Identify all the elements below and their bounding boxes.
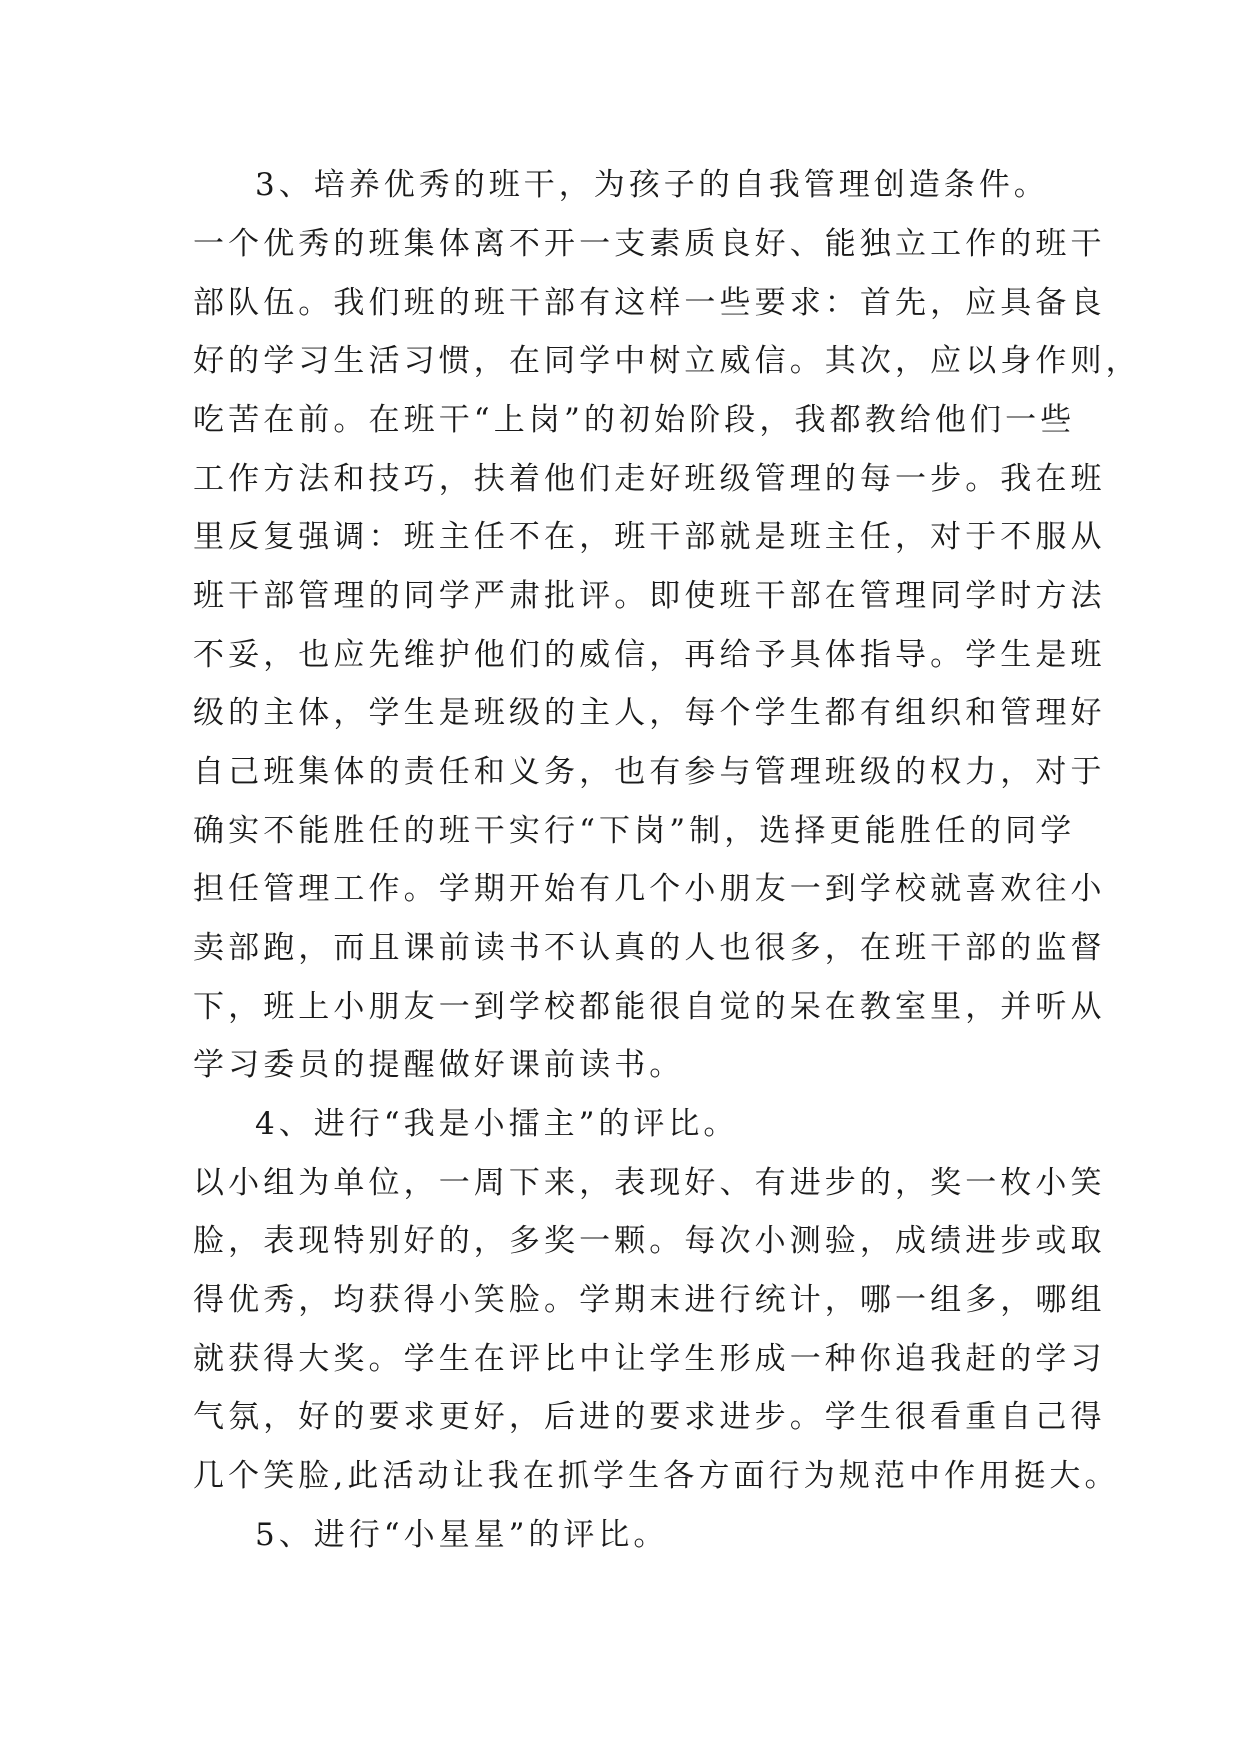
paragraph-line: 部队伍。我们班的班干部有这样一些要求：首先，应具备良 (193, 285, 1106, 321)
paragraph-line: 脸，表现特别好的，多奖一颗。每次小测验，成绩进步或取 (193, 1223, 1106, 1259)
paragraph-line: 就获得大奖。学生在评比中让学生形成一种你追我赶的学习 (193, 1341, 1106, 1377)
paragraph-line: 得优秀，均获得小笑脸。学期末进行统计，哪一组多，哪组 (193, 1282, 1106, 1318)
paragraph-line: 工作方法和技巧，扶着他们走好班级管理的每一步。我在班 (193, 461, 1106, 497)
paragraph-line: 自己班集体的责任和义务，也有参与管理班级的权力，对于 (193, 754, 1106, 790)
paragraph-line: 级的主体，学生是班级的主人，每个学生都有组织和管理好 (193, 695, 1106, 731)
paragraph-line: 担任管理工作。学期开始有几个小朋友一到学校就喜欢往小 (193, 871, 1106, 907)
paragraph-line: 下，班上小朋友一到学校都能很自觉的呆在教室里，并听从 (193, 989, 1106, 1025)
paragraph-line: 确实不能胜任的班干实行“下岗”制，选择更能胜任的同学 (193, 813, 1076, 849)
paragraph-line: 班干部管理的同学严肃批评。即使班干部在管理同学时方法 (193, 578, 1106, 614)
paragraph-line: 不妥，也应先维护他们的威信，再给予具体指导。学生是班 (193, 637, 1106, 673)
section-heading-4: 4、进行“我是小擂主”的评比。 (255, 1106, 739, 1142)
section-heading-5: 5、进行“小星星”的评比。 (255, 1517, 669, 1553)
paragraph-line: 学习委员的提醒做好课前读书。 (193, 1047, 685, 1083)
paragraph-line: 以小组为单位，一周下来，表现好、有进步的，奖一枚小笑 (193, 1165, 1106, 1201)
paragraph-line: 一个优秀的班集体离不开一支素质良好、能独立工作的班干 (193, 226, 1106, 262)
paragraph-line: 吃苦在前。在班干“上岗”的初始阶段，我都教给他们一些 (193, 402, 1076, 438)
section-heading-3: 3、培养优秀的班干，为孩子的自我管理创造条件。 (255, 167, 1049, 203)
paragraph-line: 好的学习生活习惯，在同学中树立威信。其次，应以身作则， (193, 343, 1141, 379)
paragraph-line: 气氛，好的要求更好，后进的要求进步。学生很看重自己得 (193, 1399, 1106, 1435)
paragraph-line: 卖部跑，而且课前读书不认真的人也很多，在班干部的监督 (193, 930, 1106, 966)
paragraph-line: 几个笑脸,此活动让我在抓学生各方面行为规范中作用挺大。 (193, 1458, 1120, 1494)
paragraph-line: 里反复强调：班主任不在，班干部就是班主任，对于不服从 (193, 519, 1106, 555)
